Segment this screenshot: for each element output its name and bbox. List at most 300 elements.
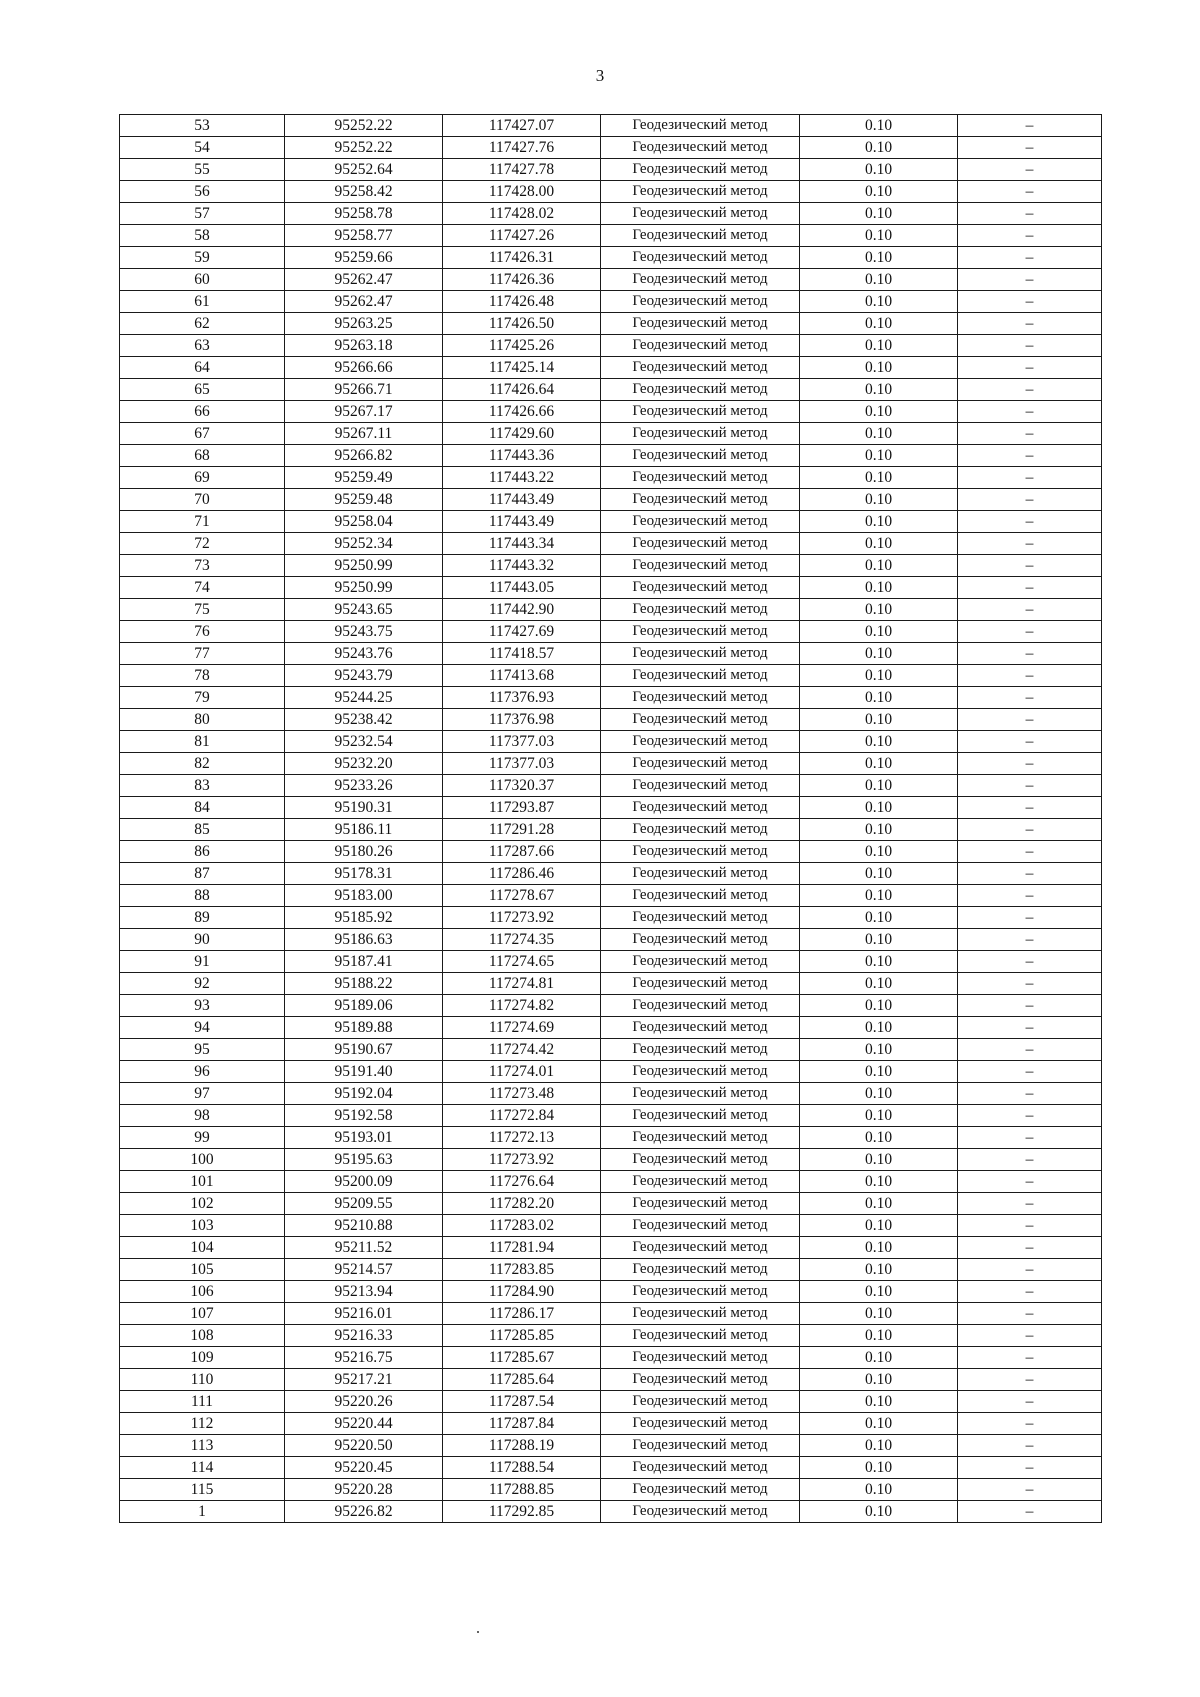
accuracy-cell: 0.10	[800, 1017, 958, 1039]
y-coordinate-cell: 117286.17	[443, 1303, 601, 1325]
accuracy-cell: 0.10	[800, 951, 958, 973]
point-number-cell: 56	[120, 181, 285, 203]
point-number-cell: 89	[120, 907, 285, 929]
method-cell: Геодезический метод	[601, 1193, 800, 1215]
table-row	[120, 1193, 1102, 1215]
method-cell: Геодезический метод	[601, 203, 800, 225]
method-cell: Геодезический метод	[601, 1479, 800, 1501]
y-coordinate-cell: 117426.31	[443, 247, 601, 269]
y-coordinate-cell: 117426.48	[443, 291, 601, 313]
point-number-cell: 59	[120, 247, 285, 269]
method-cell: Геодезический метод	[601, 1391, 800, 1413]
note-cell: –	[958, 1457, 1102, 1479]
x-coordinate-cell: 95187.41	[285, 951, 443, 973]
note-cell: –	[958, 1369, 1102, 1391]
table-row	[120, 687, 1102, 709]
y-coordinate-cell: 117427.07	[443, 115, 601, 137]
note-cell: –	[958, 247, 1102, 269]
accuracy-cell: 0.10	[800, 313, 958, 335]
accuracy-cell: 0.10	[800, 159, 958, 181]
method-cell: Геодезический метод	[601, 357, 800, 379]
accuracy-cell: 0.10	[800, 423, 958, 445]
method-cell: Геодезический метод	[601, 1039, 800, 1061]
x-coordinate-cell: 95233.26	[285, 775, 443, 797]
point-number-cell: 98	[120, 1105, 285, 1127]
point-number-cell: 64	[120, 357, 285, 379]
accuracy-cell: 0.10	[800, 467, 958, 489]
table-row	[120, 1413, 1102, 1435]
x-coordinate-cell: 95192.04	[285, 1083, 443, 1105]
method-cell: Геодезический метод	[601, 1149, 800, 1171]
y-coordinate-cell: 117443.32	[443, 555, 601, 577]
point-number-cell: 87	[120, 863, 285, 885]
point-number-cell: 58	[120, 225, 285, 247]
y-coordinate-cell: 117274.65	[443, 951, 601, 973]
table-row	[120, 313, 1102, 335]
accuracy-cell: 0.10	[800, 225, 958, 247]
method-cell: Геодезический метод	[601, 335, 800, 357]
accuracy-cell: 0.10	[800, 863, 958, 885]
point-number-cell: 115	[120, 1479, 285, 1501]
table-row	[120, 445, 1102, 467]
x-coordinate-cell: 95185.92	[285, 907, 443, 929]
point-number-cell: 82	[120, 753, 285, 775]
point-number-cell: 92	[120, 973, 285, 995]
note-cell: –	[958, 973, 1102, 995]
point-number-cell: 72	[120, 533, 285, 555]
point-number-cell: 101	[120, 1171, 285, 1193]
note-cell: –	[958, 1061, 1102, 1083]
note-cell: –	[958, 533, 1102, 555]
accuracy-cell: 0.10	[800, 379, 958, 401]
y-coordinate-cell: 117426.66	[443, 401, 601, 423]
y-coordinate-cell: 117272.13	[443, 1127, 601, 1149]
note-cell: –	[958, 1171, 1102, 1193]
note-cell: –	[958, 1435, 1102, 1457]
y-coordinate-cell: 117287.54	[443, 1391, 601, 1413]
note-cell: –	[958, 863, 1102, 885]
note-cell: –	[958, 1039, 1102, 1061]
note-cell: –	[958, 357, 1102, 379]
y-coordinate-cell: 117377.03	[443, 731, 601, 753]
x-coordinate-cell: 95258.77	[285, 225, 443, 247]
accuracy-cell: 0.10	[800, 687, 958, 709]
note-cell: –	[958, 797, 1102, 819]
y-coordinate-cell: 117376.93	[443, 687, 601, 709]
note-cell: –	[958, 203, 1102, 225]
method-cell: Геодезический метод	[601, 841, 800, 863]
point-number-cell: 90	[120, 929, 285, 951]
note-cell: –	[958, 335, 1102, 357]
point-number-cell: 103	[120, 1215, 285, 1237]
accuracy-cell: 0.10	[800, 1149, 958, 1171]
note-cell: –	[958, 181, 1102, 203]
x-coordinate-cell: 95192.58	[285, 1105, 443, 1127]
accuracy-cell: 0.10	[800, 973, 958, 995]
x-coordinate-cell: 95238.42	[285, 709, 443, 731]
accuracy-cell: 0.10	[800, 1039, 958, 1061]
method-cell: Геодезический метод	[601, 1017, 800, 1039]
y-coordinate-cell: 117376.98	[443, 709, 601, 731]
point-number-cell: 109	[120, 1347, 285, 1369]
point-number-cell: 53	[120, 115, 285, 137]
point-number-cell: 74	[120, 577, 285, 599]
point-number-cell: 75	[120, 599, 285, 621]
table-row	[120, 753, 1102, 775]
note-cell: –	[958, 159, 1102, 181]
table-row	[120, 621, 1102, 643]
method-cell: Геодезический метод	[601, 1347, 800, 1369]
note-cell: –	[958, 841, 1102, 863]
y-coordinate-cell: 117285.67	[443, 1347, 601, 1369]
accuracy-cell: 0.10	[800, 1061, 958, 1083]
x-coordinate-cell: 95232.20	[285, 753, 443, 775]
note-cell: –	[958, 687, 1102, 709]
point-number-cell: 63	[120, 335, 285, 357]
note-cell: –	[958, 401, 1102, 423]
point-number-cell: 65	[120, 379, 285, 401]
y-coordinate-cell: 117443.22	[443, 467, 601, 489]
point-number-cell: 86	[120, 841, 285, 863]
method-cell: Геодезический метод	[601, 665, 800, 687]
method-cell: Геодезический метод	[601, 753, 800, 775]
x-coordinate-cell: 95220.45	[285, 1457, 443, 1479]
table-row	[120, 1171, 1102, 1193]
note-cell: –	[958, 555, 1102, 577]
accuracy-cell: 0.10	[800, 357, 958, 379]
y-coordinate-cell: 117428.00	[443, 181, 601, 203]
method-cell: Геодезический метод	[601, 225, 800, 247]
accuracy-cell: 0.10	[800, 1325, 958, 1347]
y-coordinate-cell: 117292.85	[443, 1501, 601, 1523]
table-row	[120, 1281, 1102, 1303]
accuracy-cell: 0.10	[800, 775, 958, 797]
point-number-cell: 94	[120, 1017, 285, 1039]
method-cell: Геодезический метод	[601, 181, 800, 203]
table-row	[120, 1215, 1102, 1237]
x-coordinate-cell: 95243.79	[285, 665, 443, 687]
table-row	[120, 863, 1102, 885]
scan-speck	[477, 1631, 479, 1633]
y-coordinate-cell: 117425.14	[443, 357, 601, 379]
point-number-cell: 100	[120, 1149, 285, 1171]
method-cell: Геодезический метод	[601, 599, 800, 621]
table-row	[120, 929, 1102, 951]
x-coordinate-cell: 95252.34	[285, 533, 443, 555]
point-number-cell: 78	[120, 665, 285, 687]
table-row	[120, 137, 1102, 159]
method-cell: Геодезический метод	[601, 269, 800, 291]
point-number-cell: 83	[120, 775, 285, 797]
y-coordinate-cell: 117276.64	[443, 1171, 601, 1193]
y-coordinate-cell: 117426.36	[443, 269, 601, 291]
accuracy-cell: 0.10	[800, 1171, 958, 1193]
method-cell: Геодезический метод	[601, 951, 800, 973]
x-coordinate-cell: 95267.17	[285, 401, 443, 423]
point-number-cell: 95	[120, 1039, 285, 1061]
x-coordinate-cell: 95258.42	[285, 181, 443, 203]
y-coordinate-cell: 117443.49	[443, 489, 601, 511]
table-row	[120, 335, 1102, 357]
coordinates-table-body	[120, 115, 1102, 1523]
table-row	[120, 357, 1102, 379]
y-coordinate-cell: 117377.03	[443, 753, 601, 775]
table-row	[120, 1105, 1102, 1127]
method-cell: Геодезический метод	[601, 1369, 800, 1391]
table-row	[120, 731, 1102, 753]
table-row	[120, 1127, 1102, 1149]
x-coordinate-cell: 95226.82	[285, 1501, 443, 1523]
y-coordinate-cell: 117272.84	[443, 1105, 601, 1127]
method-cell: Геодезический метод	[601, 643, 800, 665]
y-coordinate-cell: 117443.05	[443, 577, 601, 599]
table-row	[120, 819, 1102, 841]
x-coordinate-cell: 95180.26	[285, 841, 443, 863]
x-coordinate-cell: 95266.66	[285, 357, 443, 379]
accuracy-cell: 0.10	[800, 797, 958, 819]
note-cell: –	[958, 665, 1102, 687]
x-coordinate-cell: 95216.01	[285, 1303, 443, 1325]
x-coordinate-cell: 95266.71	[285, 379, 443, 401]
y-coordinate-cell: 117282.20	[443, 1193, 601, 1215]
note-cell: –	[958, 1215, 1102, 1237]
table-row	[120, 203, 1102, 225]
note-cell: –	[958, 1347, 1102, 1369]
x-coordinate-cell: 95263.25	[285, 313, 443, 335]
accuracy-cell: 0.10	[800, 489, 958, 511]
accuracy-cell: 0.10	[800, 1259, 958, 1281]
x-coordinate-cell: 95252.22	[285, 137, 443, 159]
x-coordinate-cell: 95209.55	[285, 1193, 443, 1215]
table-row	[120, 973, 1102, 995]
method-cell: Геодезический метод	[601, 467, 800, 489]
method-cell: Геодезический метод	[601, 137, 800, 159]
note-cell: –	[958, 885, 1102, 907]
x-coordinate-cell: 95189.06	[285, 995, 443, 1017]
method-cell: Геодезический метод	[601, 1501, 800, 1523]
x-coordinate-cell: 95183.00	[285, 885, 443, 907]
y-coordinate-cell: 117426.50	[443, 313, 601, 335]
accuracy-cell: 0.10	[800, 643, 958, 665]
table-row	[120, 555, 1102, 577]
point-number-cell: 112	[120, 1413, 285, 1435]
x-coordinate-cell: 95259.49	[285, 467, 443, 489]
x-coordinate-cell: 95220.44	[285, 1413, 443, 1435]
method-cell: Геодезический метод	[601, 1215, 800, 1237]
table-row	[120, 225, 1102, 247]
note-cell: –	[958, 599, 1102, 621]
note-cell: –	[958, 1193, 1102, 1215]
note-cell: –	[958, 291, 1102, 313]
method-cell: Геодезический метод	[601, 313, 800, 335]
x-coordinate-cell: 95259.66	[285, 247, 443, 269]
accuracy-cell: 0.10	[800, 819, 958, 841]
accuracy-cell: 0.10	[800, 203, 958, 225]
x-coordinate-cell: 95220.26	[285, 1391, 443, 1413]
method-cell: Геодезический метод	[601, 115, 800, 137]
note-cell: –	[958, 379, 1102, 401]
accuracy-cell: 0.10	[800, 709, 958, 731]
x-coordinate-cell: 95262.47	[285, 291, 443, 313]
y-coordinate-cell: 117425.26	[443, 335, 601, 357]
table-row	[120, 1457, 1102, 1479]
table-row	[120, 599, 1102, 621]
accuracy-cell: 0.10	[800, 1303, 958, 1325]
table-row	[120, 1369, 1102, 1391]
y-coordinate-cell: 117287.84	[443, 1413, 601, 1435]
y-coordinate-cell: 117274.82	[443, 995, 601, 1017]
table-row	[120, 467, 1102, 489]
y-coordinate-cell: 117288.54	[443, 1457, 601, 1479]
table-row	[120, 1501, 1102, 1523]
y-coordinate-cell: 117427.78	[443, 159, 601, 181]
method-cell: Геодезический метод	[601, 797, 800, 819]
note-cell: –	[958, 1017, 1102, 1039]
y-coordinate-cell: 117443.49	[443, 511, 601, 533]
x-coordinate-cell: 95188.22	[285, 973, 443, 995]
method-cell: Геодезический метод	[601, 687, 800, 709]
point-number-cell: 79	[120, 687, 285, 709]
table-row	[120, 1259, 1102, 1281]
y-coordinate-cell: 117413.68	[443, 665, 601, 687]
y-coordinate-cell: 117442.90	[443, 599, 601, 621]
y-coordinate-cell: 117273.92	[443, 1149, 601, 1171]
note-cell: –	[958, 1413, 1102, 1435]
accuracy-cell: 0.10	[800, 247, 958, 269]
method-cell: Геодезический метод	[601, 775, 800, 797]
note-cell: –	[958, 1237, 1102, 1259]
point-number-cell: 99	[120, 1127, 285, 1149]
method-cell: Геодезический метод	[601, 709, 800, 731]
x-coordinate-cell: 95193.01	[285, 1127, 443, 1149]
point-number-cell: 68	[120, 445, 285, 467]
y-coordinate-cell: 117429.60	[443, 423, 601, 445]
x-coordinate-cell: 95216.75	[285, 1347, 443, 1369]
y-coordinate-cell: 117283.85	[443, 1259, 601, 1281]
point-number-cell: 85	[120, 819, 285, 841]
method-cell: Геодезический метод	[601, 1061, 800, 1083]
point-number-cell: 66	[120, 401, 285, 423]
note-cell: –	[958, 1325, 1102, 1347]
x-coordinate-cell: 95200.09	[285, 1171, 443, 1193]
point-number-cell: 1	[120, 1501, 285, 1523]
method-cell: Геодезический метод	[601, 995, 800, 1017]
method-cell: Геодезический метод	[601, 489, 800, 511]
table-row	[120, 291, 1102, 313]
method-cell: Геодезический метод	[601, 819, 800, 841]
accuracy-cell: 0.10	[800, 291, 958, 313]
accuracy-cell: 0.10	[800, 1435, 958, 1457]
x-coordinate-cell: 95232.54	[285, 731, 443, 753]
y-coordinate-cell: 117427.69	[443, 621, 601, 643]
point-number-cell: 55	[120, 159, 285, 181]
accuracy-cell: 0.10	[800, 555, 958, 577]
accuracy-cell: 0.10	[800, 577, 958, 599]
table-row	[120, 885, 1102, 907]
note-cell: –	[958, 467, 1102, 489]
table-row	[120, 995, 1102, 1017]
accuracy-cell: 0.10	[800, 841, 958, 863]
point-number-cell: 114	[120, 1457, 285, 1479]
table-row	[120, 511, 1102, 533]
x-coordinate-cell: 95210.88	[285, 1215, 443, 1237]
note-cell: –	[958, 1259, 1102, 1281]
point-number-cell: 88	[120, 885, 285, 907]
note-cell: –	[958, 1127, 1102, 1149]
note-cell: –	[958, 1479, 1102, 1501]
accuracy-cell: 0.10	[800, 995, 958, 1017]
method-cell: Геодезический метод	[601, 1259, 800, 1281]
note-cell: –	[958, 907, 1102, 929]
method-cell: Геодезический метод	[601, 1083, 800, 1105]
point-number-cell: 70	[120, 489, 285, 511]
y-coordinate-cell: 117284.90	[443, 1281, 601, 1303]
point-number-cell: 105	[120, 1259, 285, 1281]
method-cell: Геодезический метод	[601, 577, 800, 599]
point-number-cell: 113	[120, 1435, 285, 1457]
point-number-cell: 102	[120, 1193, 285, 1215]
table-row	[120, 423, 1102, 445]
y-coordinate-cell: 117428.02	[443, 203, 601, 225]
note-cell: –	[958, 731, 1102, 753]
y-coordinate-cell: 117320.37	[443, 775, 601, 797]
note-cell: –	[958, 1281, 1102, 1303]
x-coordinate-cell: 95195.63	[285, 1149, 443, 1171]
table-row	[120, 247, 1102, 269]
accuracy-cell: 0.10	[800, 533, 958, 555]
point-number-cell: 71	[120, 511, 285, 533]
y-coordinate-cell: 117443.36	[443, 445, 601, 467]
method-cell: Геодезический метод	[601, 885, 800, 907]
accuracy-cell: 0.10	[800, 1237, 958, 1259]
note-cell: –	[958, 115, 1102, 137]
x-coordinate-cell: 95250.99	[285, 555, 443, 577]
accuracy-cell: 0.10	[800, 1479, 958, 1501]
note-cell: –	[958, 137, 1102, 159]
method-cell: Геодезический метод	[601, 1171, 800, 1193]
method-cell: Геодезический метод	[601, 379, 800, 401]
table-row	[120, 1347, 1102, 1369]
note-cell: –	[958, 621, 1102, 643]
table-row	[120, 951, 1102, 973]
table-row	[120, 1083, 1102, 1105]
accuracy-cell: 0.10	[800, 1369, 958, 1391]
point-number-cell: 61	[120, 291, 285, 313]
accuracy-cell: 0.10	[800, 1391, 958, 1413]
table-row	[120, 1039, 1102, 1061]
x-coordinate-cell: 95178.31	[285, 863, 443, 885]
y-coordinate-cell: 117273.92	[443, 907, 601, 929]
table-row	[120, 907, 1102, 929]
method-cell: Геодезический метод	[601, 1105, 800, 1127]
note-cell: –	[958, 313, 1102, 335]
y-coordinate-cell: 117278.67	[443, 885, 601, 907]
accuracy-cell: 0.10	[800, 1501, 958, 1523]
x-coordinate-cell: 95190.31	[285, 797, 443, 819]
table-row	[120, 159, 1102, 181]
y-coordinate-cell: 117443.34	[443, 533, 601, 555]
method-cell: Геодезический метод	[601, 731, 800, 753]
point-number-cell: 73	[120, 555, 285, 577]
accuracy-cell: 0.10	[800, 115, 958, 137]
method-cell: Геодезический метод	[601, 1435, 800, 1457]
accuracy-cell: 0.10	[800, 1193, 958, 1215]
accuracy-cell: 0.10	[800, 269, 958, 291]
x-coordinate-cell: 95220.28	[285, 1479, 443, 1501]
accuracy-cell: 0.10	[800, 1105, 958, 1127]
accuracy-cell: 0.10	[800, 885, 958, 907]
point-number-cell: 76	[120, 621, 285, 643]
